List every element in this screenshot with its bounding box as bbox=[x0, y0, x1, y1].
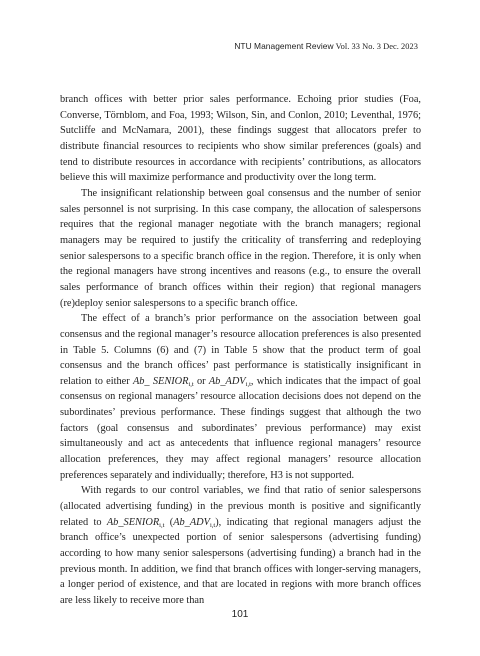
paragraph-1: branch offices with better prior sales performance. Echoing prior studies (Foa, Converse, Törnblom, and Foa, 1993; Wilson, Sin, and Conlon, 2010; Leventhal, 1976; Sutcliffe and McNamara, 2001), these findings suggest that allocators prefer to distribute financial resources to recipients who show similar preferences (goals) and tend to distribute resources in accordance with recipients’ contributions, as allocators believe this will maximize performance and productivity over the long term. bbox=[60, 94, 421, 184]
subscript-it: i,t bbox=[188, 380, 194, 388]
variable-ab-adv: Ab_ADV bbox=[208, 375, 246, 387]
body-text bbox=[60, 92, 421, 609]
subscript-it: i,t bbox=[159, 521, 165, 529]
variable-ab-adv: Ab_ADV bbox=[173, 516, 210, 528]
subscript-it: i,t bbox=[209, 521, 216, 529]
running-header bbox=[234, 41, 418, 51]
paragraph-4-text-a: With regards to our control variables, we find that ratio of senior salespersons (allocated advertising funding) in the previous month is positive and significantly related to bbox=[60, 485, 421, 528]
subscript-it: i,t bbox=[245, 380, 251, 388]
page-number: 101 bbox=[231, 609, 249, 620]
paragraph-3-text-c: , which indicates that the impact of goal consensus on regional managers’ resource allocation decisions does not depend on the subordinates’ previous performance. These findings suggest that although the two factors (goal consensus and subordinates’ previous performance) may exist simultaneously and act as antecedents that influence regional managers’ resource allocation preferences, they may affect regional managers’ resource allocation preferences separately and individually; therefore, H3 is not supported. bbox=[60, 375, 421, 481]
paragraph-2: The insignificant relationship between goal consensus and the number of senior sales personnel is not surprising. In this case company, the allocation of salespersons requires that the regional manager negotiate with the branch managers; regional managers may be required to justify the criticality of transferring and redeploying senior salespersons to a specific branch office in the region. Therefore, it is only when the regional managers have strong incentives and reasons (e.g., to ensure the overall sales performance of branch offices within their region) that regional managers (re)deploy senior salespersons to a specific branch office. bbox=[60, 187, 421, 309]
variable-ab-senior: Ab_ SENIOR bbox=[132, 375, 189, 387]
issue-info: Vol. 33 No. 3 Dec. 2023 bbox=[335, 42, 418, 51]
variable-ab-senior: Ab_SENIOR bbox=[106, 516, 160, 528]
paragraph-4-text-b: ( bbox=[164, 516, 174, 528]
paragraph-3-text-a: The effect of a branch’s prior performance on the association between goal consensus and the regional manager’s resource allocation preferences is also presented in Table 5. Columns (6) and (7) in Table 5 show that the product term of goal consensus and the branch offices’ past performance is statistically insignificant in relation to either bbox=[60, 313, 421, 387]
journal-name: NTU Management Review bbox=[234, 41, 334, 51]
paragraph-3-text-b: or bbox=[193, 375, 209, 387]
paragraph-3 bbox=[60, 311, 421, 483]
paragraph-4 bbox=[60, 483, 421, 608]
paragraph-4-text-c: ), indicating that regional managers adjust the branch office’s unexpected portion of senior salespersons (advertising funding) according to how many senior salespersons (advertising funding) a branch had in the previous month. In addition, we find that branch offices with longer-serving managers, a longer period of existence, and that are located in regions with more branch offices are less likely to receive more than bbox=[60, 516, 421, 606]
